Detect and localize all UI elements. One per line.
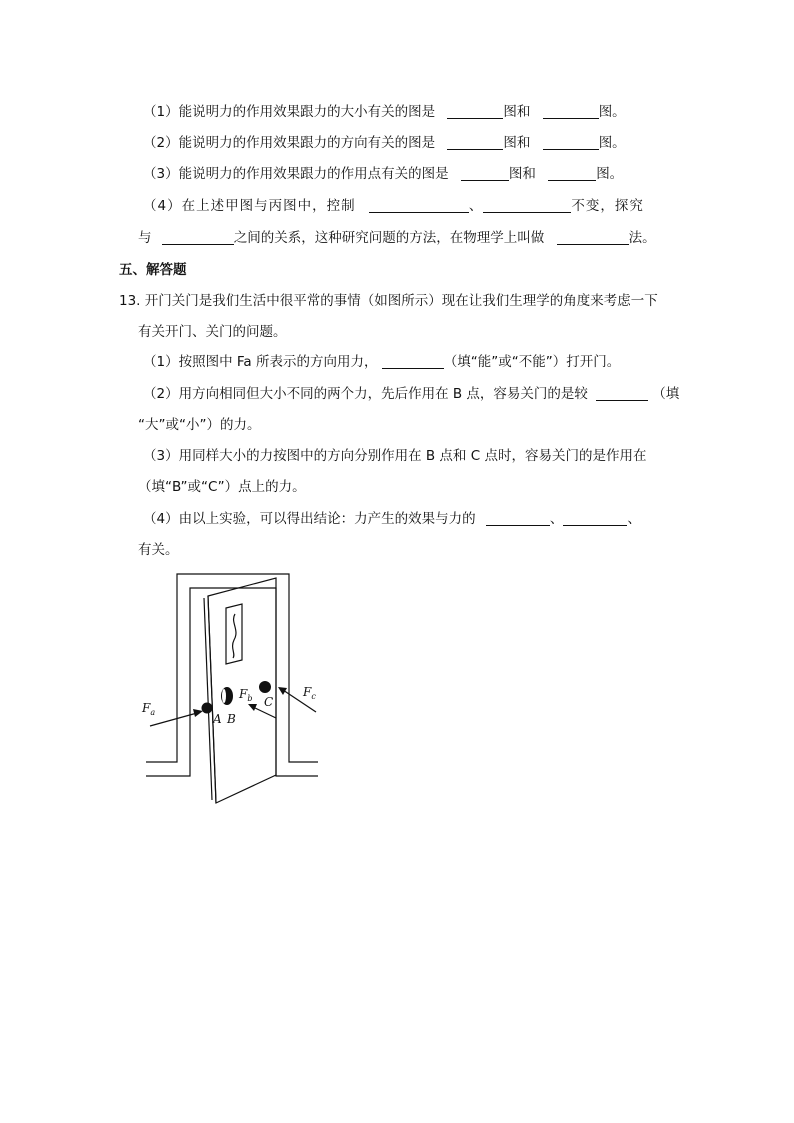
door-window-squiggle <box>233 614 236 658</box>
force-arrow-fb-head <box>248 704 257 711</box>
point-a <box>202 703 213 714</box>
q12-part-4-line-2: 与 之间的关系，这种研究问题的方法，在物理学上叫做 法。 <box>138 230 656 246</box>
point-c <box>259 681 271 693</box>
q12-part-4-text: （4）在上述甲图与丙图中，控制 <box>143 198 356 214</box>
door-edge <box>208 596 216 803</box>
q13-part-2-line-2: “大”或“小”）的力。 <box>138 417 261 433</box>
q13-intro-line-1: 13. 开门关门是我们生活中很平常的事情（如图所示）现在让我们生理学的角度来考虑一下 <box>119 293 658 309</box>
door-frame-inner <box>146 588 318 776</box>
label-fc: $F_c$ <box>303 685 316 701</box>
q13-part-4-line-1: （4）由以上实验，可以得出结论：力产生的效果与力的 、 、 <box>143 511 641 527</box>
label-fa: $F_a$ <box>142 701 156 717</box>
label-c: C <box>264 695 274 709</box>
q12-part-2-text: （2）能说明力的作用效果跟力的方向有关的图是 <box>143 135 436 151</box>
label-b: B <box>227 712 236 726</box>
door-edge-inner <box>204 598 212 800</box>
q13-part-3-line-1: （3）用同样大小的力按图中的方向分别作用在 B 点和 C 点时，容易关门的是作用在 <box>143 448 647 464</box>
label-a: A <box>213 712 222 726</box>
q13-part-4-line-2: 有关。 <box>138 542 179 558</box>
q12-part-1-text: （1）能说明力的作用效果跟力的大小有关的图是 <box>143 104 436 120</box>
q13-part-2-line-1: （2）用方向相同但大小不同的两个力，先后作用在 B 点，容易关门的是较 （填 <box>143 386 680 402</box>
q12-part-3-text: （3）能说明力的作用效果跟力的作用点有关的图是 <box>143 166 449 182</box>
q12-part-3: （3）能说明力的作用效果跟力的作用点有关的图是 图和 图。 <box>143 166 624 182</box>
q12-part-2: （2）能说明力的作用效果跟力的方向有关的图是 图和 图。 <box>143 135 626 151</box>
door-frame-outer <box>146 574 318 762</box>
q13-intro-line-2: 有关开门、关门的问题。 <box>138 324 287 340</box>
door-handle-highlight <box>222 689 226 703</box>
label-fb: $F_b$ <box>239 687 253 703</box>
q12-part-1: （1）能说明力的作用效果跟力的大小有关的图是 图和 图。 <box>143 104 626 120</box>
force-arrow-fa-head <box>193 709 203 717</box>
q13-part-3-line-2: （填“B”或“C”）点上的力。 <box>138 479 306 495</box>
force-arrow-fc-head <box>278 687 287 695</box>
q12-part-4-line-1: （4）在上述甲图与丙图中，控制 、 不变，探究 <box>143 198 644 214</box>
section-heading: 五、解答题 <box>119 262 187 278</box>
q13-part-1: （1）按照图中 Fa 所表示的方向用力， （填“能”或“不能”）打开门。 <box>143 354 621 370</box>
